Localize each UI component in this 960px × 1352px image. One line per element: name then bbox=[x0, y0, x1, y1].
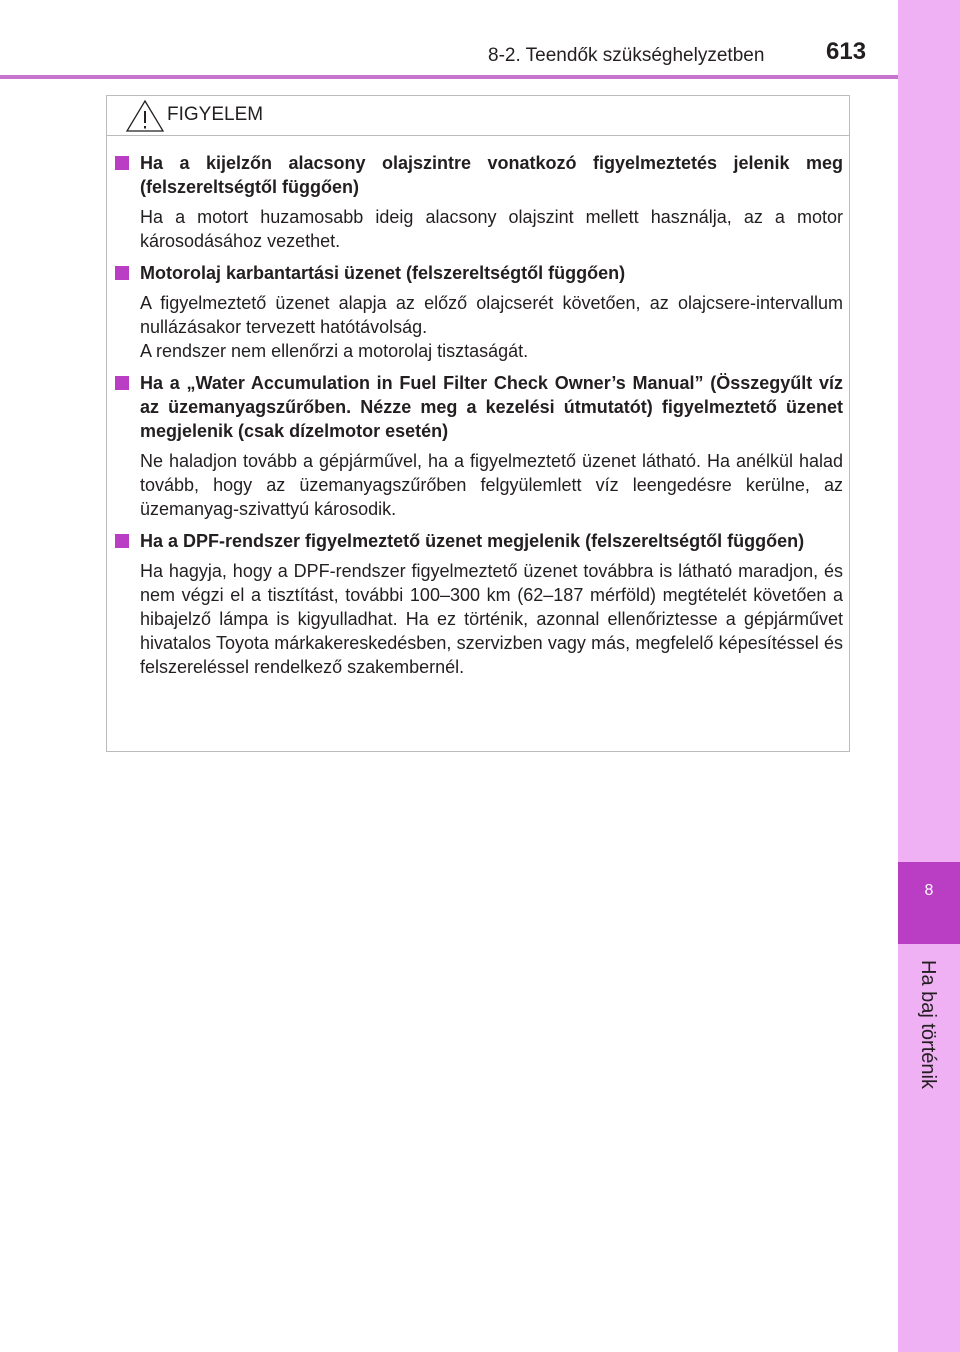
side-strip bbox=[898, 0, 960, 1352]
warning-body bbox=[113, 151, 843, 687]
square-bullet-icon bbox=[115, 266, 129, 280]
page-number: 613 bbox=[826, 38, 867, 65]
warning-item bbox=[113, 371, 843, 521]
warning-item-title: Ha a kijelzőn alacsony olajszintre vonatkozó figyelmeztetés jelenik meg (felszereltségtől függően) bbox=[140, 153, 843, 197]
warning-item-text: Ne haladjon tovább a gépjárművel, ha a figyelmeztető üzenet látható. Ha anélkül halad tovább, hogy az üzemanyagszűrőben felgyülemlett víz leengedésre kerülne, az üzemanyag-szivattyú károsodik. bbox=[140, 451, 843, 519]
square-bullet-icon bbox=[115, 534, 129, 548]
warning-label: FIGYELEM bbox=[167, 104, 264, 125]
warning-item-title: Ha a DPF-rendszer figyelmeztető üzenet megjelenik (felszereltségtől függően) bbox=[140, 531, 805, 551]
chapter-number: 8 bbox=[924, 882, 934, 899]
warning-item-title: Motorolaj karbantartási üzenet (felszereltségtől függően) bbox=[140, 263, 626, 283]
warning-item-text: Ha hagyja, hogy a DPF-rendszer figyelmeztető üzenet továbbra is látható maradjon, és nem végzi el a tisztítást, további 100–300 km (62–187 mérföld) megtételét követően a hibajelző lámpa is kigyulladhat. Ha ez történik, azonnal ellenőriztesse a gépjárművet hivatalos Toyota márkakereskedésben, szervizben vagy más, megfelelő képesítéssel és felszereléssel rendelkező szakembernél. bbox=[140, 561, 843, 677]
warning-item-text: Ha a motort huzamosabb ideig alacsony olajszint mellett használja, az a motor károsodásához vezethet. bbox=[140, 207, 843, 251]
warning-box bbox=[106, 95, 850, 752]
warning-item-text: A figyelmeztető üzenet alapja az előző olajcserét követően, az olajcsere-intervallum nullázásakor tervezett hatótávolság. bbox=[140, 293, 843, 337]
warning-item-text: A rendszer nem ellenőrzi a motorolaj tisztaságát. bbox=[140, 341, 529, 361]
section-header: 8-2. Teendők szükséghelyzetben bbox=[488, 45, 765, 66]
warning-item bbox=[113, 261, 843, 363]
warning-item bbox=[113, 151, 843, 253]
warning-item bbox=[113, 529, 843, 679]
warning-triangle-icon bbox=[125, 99, 165, 133]
header-rule bbox=[0, 75, 898, 79]
square-bullet-icon bbox=[115, 156, 129, 170]
warning-item-title: Ha a „Water Accumulation in Fuel Filter Check Owner’s Manual” (Összegyűlt víz az üzemanyagszűrőben. Nézze meg a kezelési útmutatót) figyelmeztető üzenet megjelenik (csak dízelmotor esetén) bbox=[140, 373, 843, 441]
square-bullet-icon bbox=[115, 376, 129, 390]
chapter-tab bbox=[898, 862, 960, 944]
chapter-title: Ha baj történik bbox=[917, 960, 939, 1089]
warning-header bbox=[107, 96, 849, 136]
